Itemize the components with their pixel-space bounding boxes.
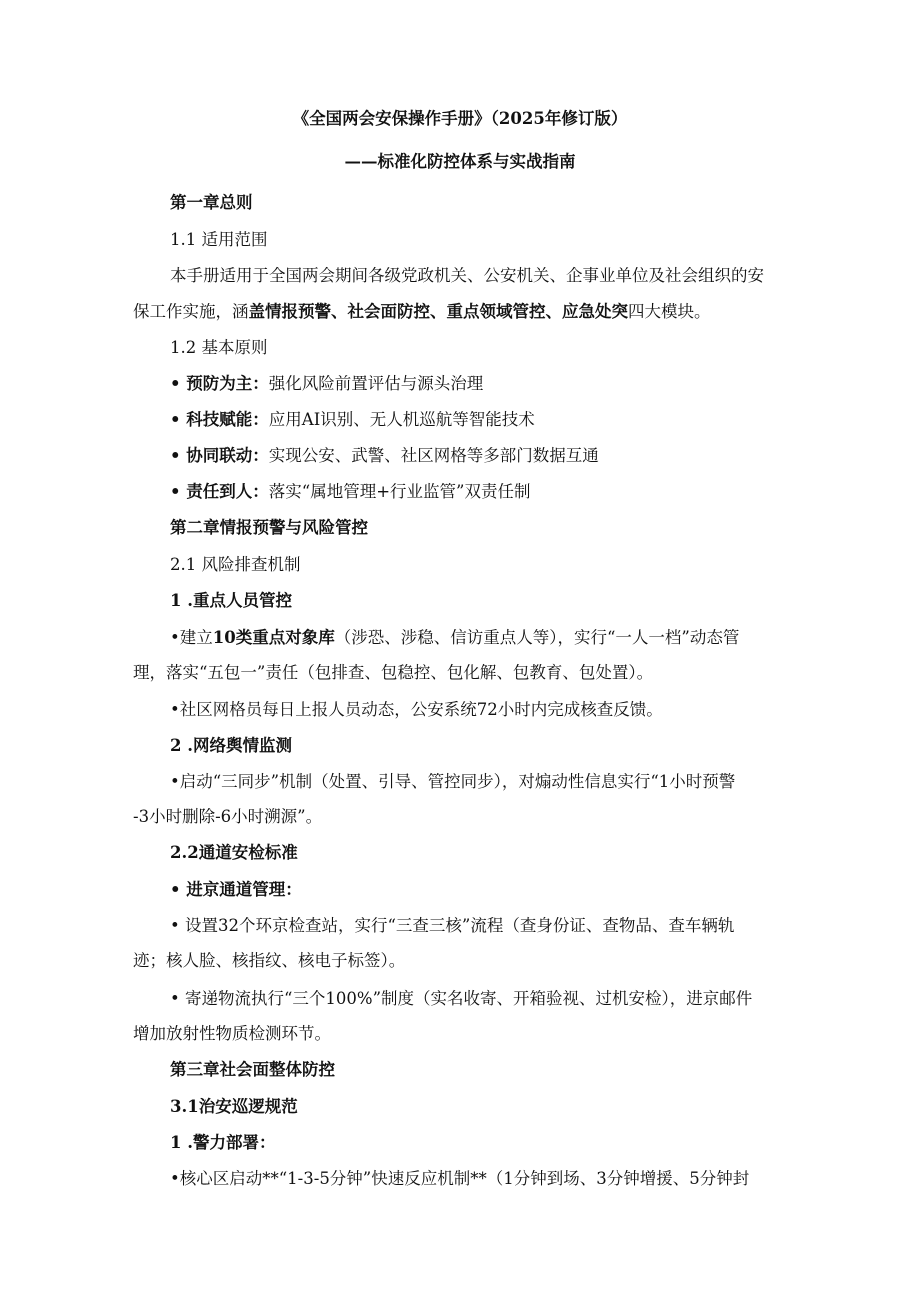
principle-label: • 责任到人： [170,482,269,501]
subsection-1-heading: 1 .重点人员管控 [170,591,292,610]
section-1-1-paragraph-line-1: 本手册适用于全国两会期间各级党政机关、公安机关、企事业单位及社会组织的安 [170,266,764,285]
subsection-2-paragraph-line-2: -3小时删除-6小时溯源”。 [133,807,323,826]
section-3-1-heading: 3.1治安巡逻规范 [170,1097,298,1116]
section-2-2-item-heading: • 进京通道管理： [170,880,302,899]
chapter-3-heading: 第三章社会面整体防控 [170,1060,335,1079]
subsection-1-paragraph-line-1 [170,627,830,649]
paragraph-bold-text: 盖情报预警、社会面防控、重点领域管控、应急处突 [248,302,628,321]
paragraph-bold-text: 10类重点对象库 [212,628,335,647]
principle-label: • 预防为主： [170,374,269,393]
principle-text: 强化风险前置评估与源头治理 [268,374,484,393]
paragraph-text: （涉恐、涉稳、信访重点人等），实行“一人一档”动态管 [334,628,740,647]
section-1-1-heading: 1.1 适用范围 [170,230,268,249]
subsection-1-paragraph-2: •社区网格员每日上报人员动态，公安系统72小时内完成核查反馈。 [170,700,663,719]
principle-label: • 科技赋能： [170,410,269,429]
section-2-1-heading: 2.1 风险排查机制 [170,555,301,574]
section-2-2-heading: 2.2通道安检标准 [170,843,298,862]
section-2-2-paragraph-2-line-2: 增加放射性物质检测环节。 [133,1024,331,1043]
principle-text: 实现公安、武警、社区网格等多部门数据互通 [268,446,599,465]
paragraph-text: 保工作实施，涵 [133,302,249,321]
subsection-2-paragraph-line-1: •启动“三同步”机制（处置、引导、管控同步），对煽动性信息实行“1小时预警 [170,772,736,791]
principle-text: 落实“属地管理+行业监管”双责任制 [268,482,531,501]
section-2-2-paragraph-2-line-1: • 寄递物流执行“三个100%”制度（实名收寄、开箱验视、过机安检），进京邮件 [170,989,753,1008]
section-2-2-paragraph-1-line-1: • 设置32个环京检查站，实行“三查三核”流程（查身份证、查物品、查车辆轨 [170,916,735,935]
principle-label: • 协同联动： [170,446,269,465]
chapter-1-heading: 第一章总则 [170,193,253,212]
section-1-2-heading: 1.2 基本原则 [170,338,268,357]
document-subtitle: ——标准化防控体系与实战指南 [344,152,576,171]
principle-item [170,445,830,467]
document-title: 《全国两会安保操作手册》（2025年修订版） [292,109,628,128]
subsection-3-1-1-paragraph-line-1: •核心区启动**“1-3-5分钟”快速反应机制**（1分钟到场、3分钟增援、5分钟封 [170,1169,750,1188]
principle-item [170,373,830,395]
chapter-2-heading: 第二章情报预警与风险管控 [170,518,368,537]
subsection-2-heading: 2 .网络舆情监测 [170,736,292,755]
subsection-3-1-1-heading: 1 .警力部署： [170,1133,276,1152]
subsection-1-paragraph-line-2: 理，落实“五包一”责任（包排查、包稳控、包化解、包教育、包处置）。 [133,663,654,682]
principle-item [170,481,830,503]
paragraph-text: 四大模块。 [628,302,711,321]
section-1-1-paragraph-line-2 [133,301,793,323]
paragraph-text: •建立 [170,628,213,647]
principle-item [170,409,830,431]
principle-text: 应用AI识别、无人机巡航等智能技术 [268,410,535,429]
section-2-2-paragraph-1-line-2: 迹；核人脸、核指纹、核电子标签）。 [133,951,406,970]
